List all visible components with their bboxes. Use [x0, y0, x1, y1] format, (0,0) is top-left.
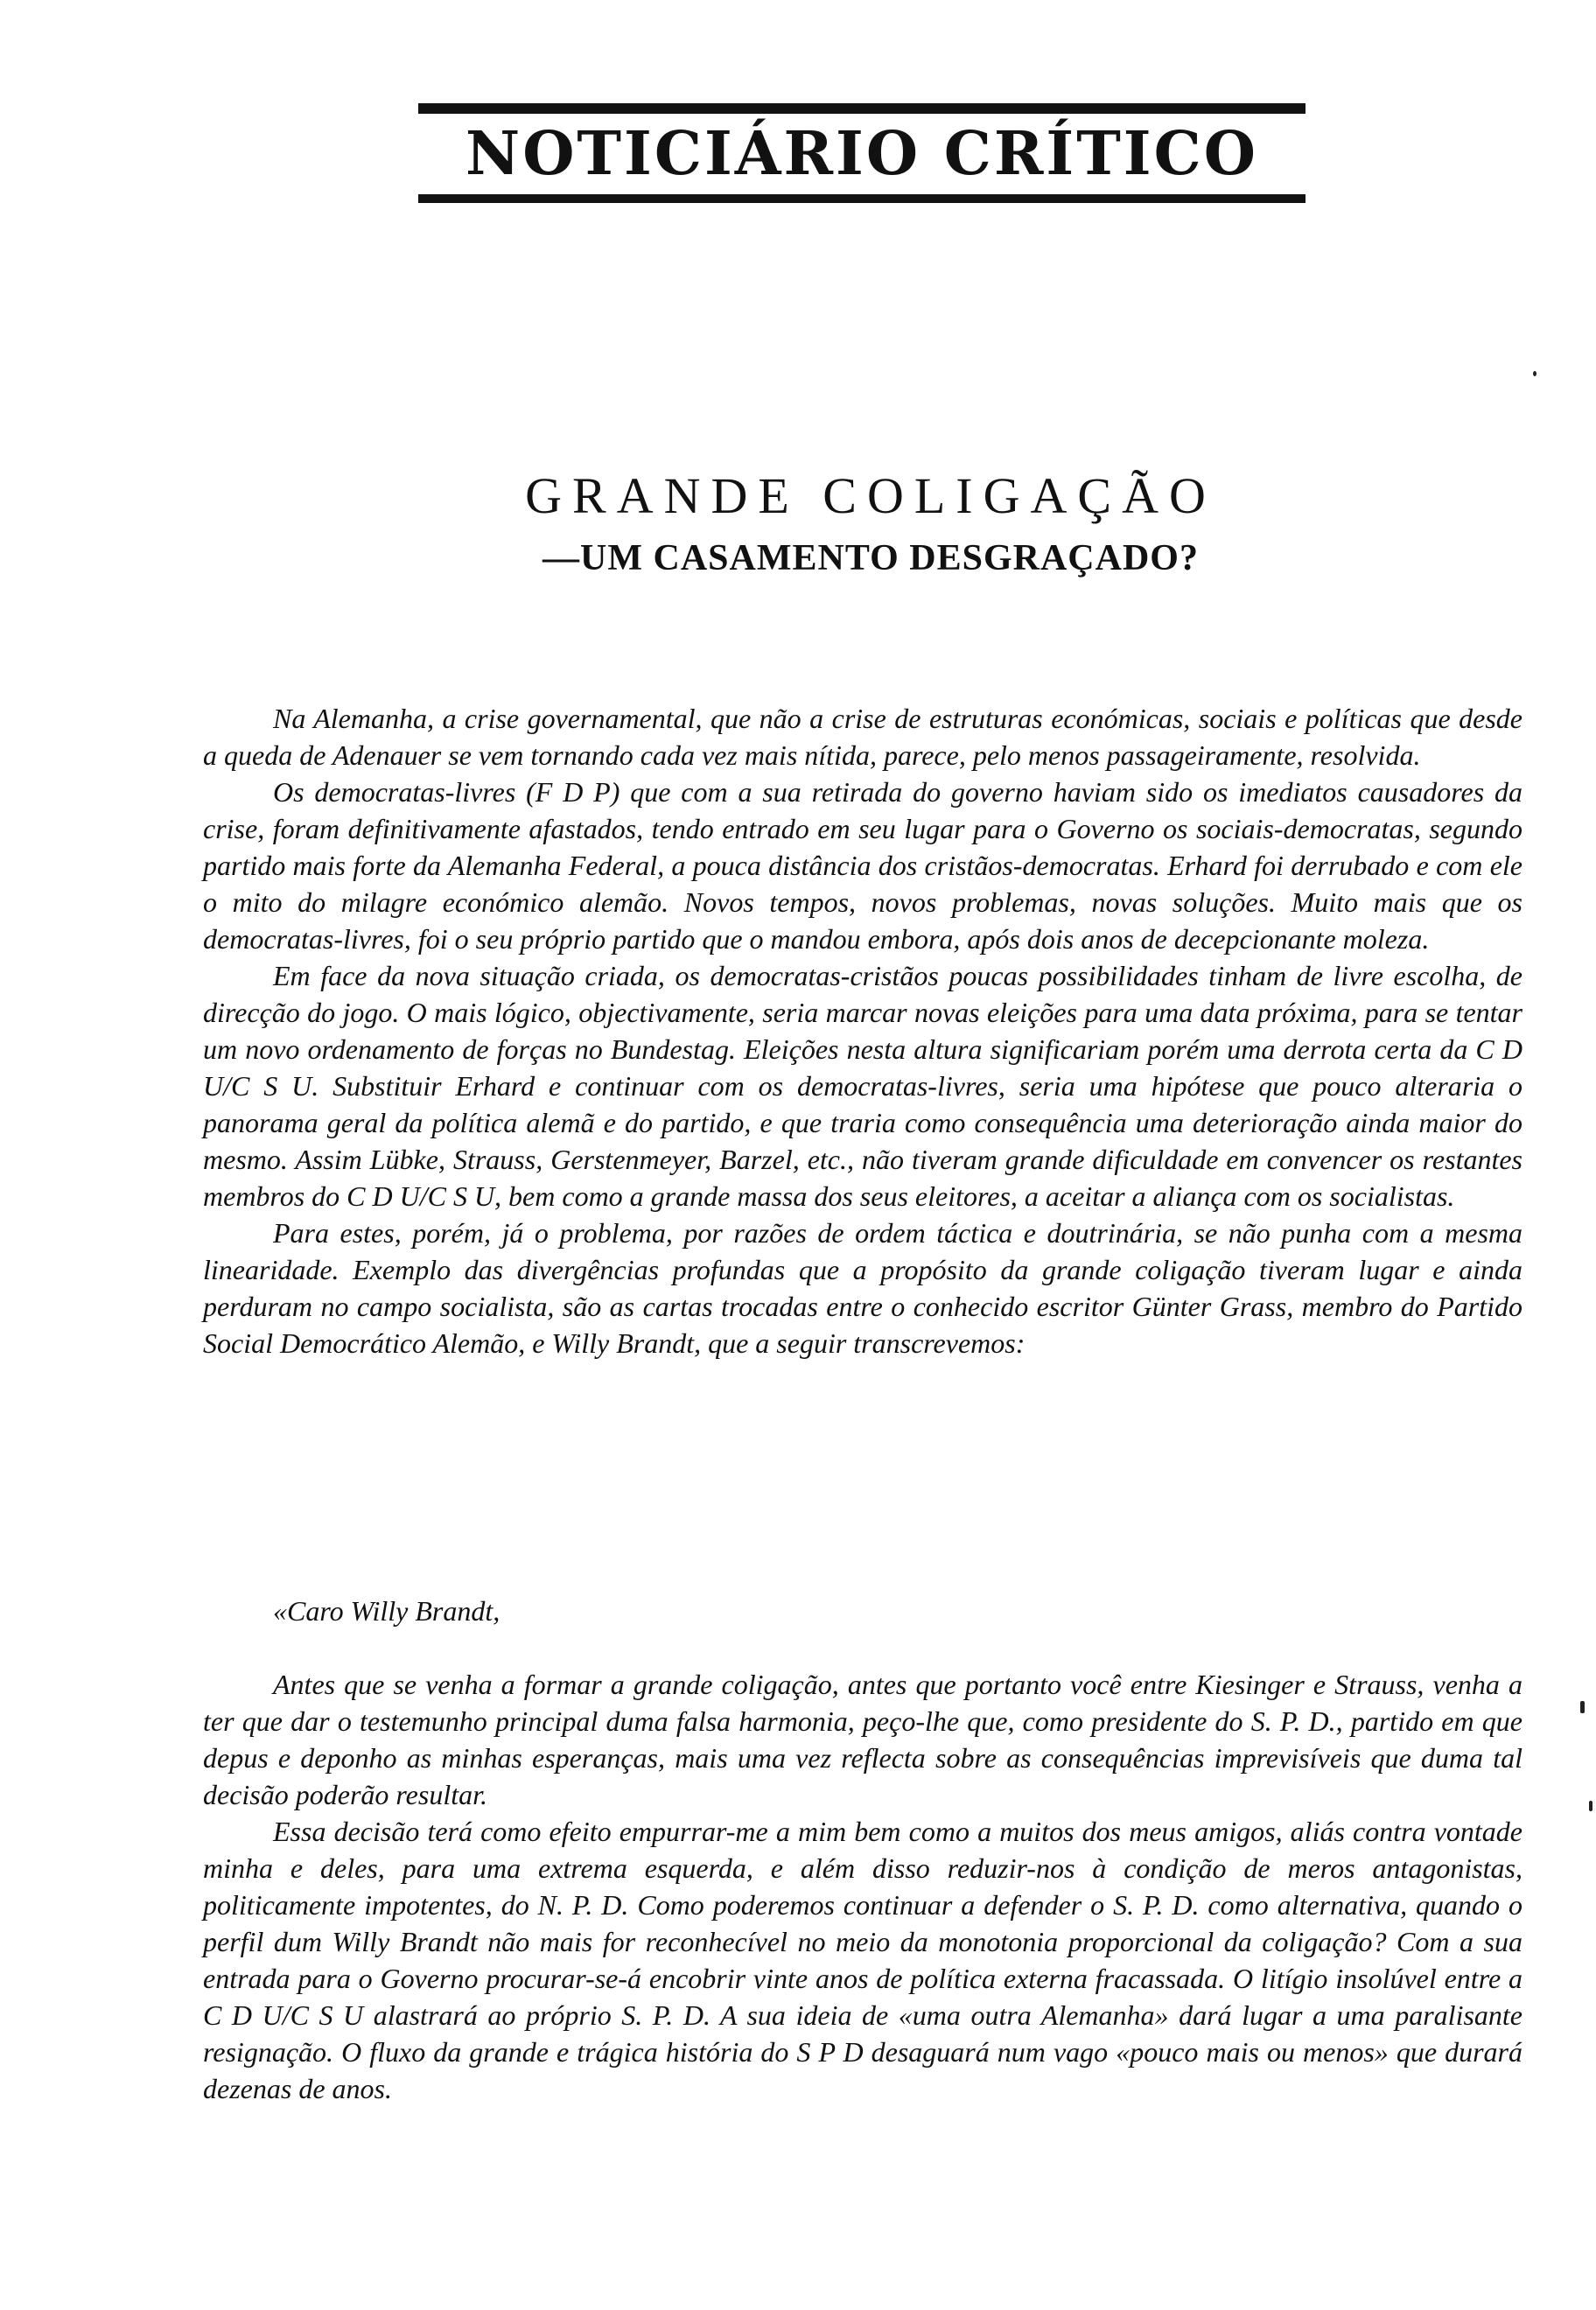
paragraph: Os democratas-livres (F D P) que com a sua retirada do governo haviam sido os imediatos causadores da crise, foram definitivamente afastados, tendo entrado em seu lugar para o Governo os sociais-democratas, segundo partido mais forte da Alemanha Federal, a pouca distância dos cristãos-democratas. Erhard foi derrubado e com ele o mito do milagre económico alemão. Novos tempos, novos problemas, novas soluções. Muito mais que os democratas-livres, foi o seu próprio partido que o mandou embora, após dois anos de decepcionante moleza. [203, 776, 1522, 955]
paragraph: Em face da nova situação criada, os democratas-cristãos poucas possibilidades tinham de livre escolha, de direcção do jogo. O mais lógico, objectivamente, seria marcar novas eleições para uma data próxima, para se tentar um novo ordenamento de forças no Bundestag. Eleições nesta altura significariam porém uma derrota certa da C D U/C S U. Substituir Erhard e continuar com os democratas-livres, seria uma hipótese que pouco alteraria o panorama geral da política alemã e do partido, e que traria como consequência uma deterioração ainda maior do mesmo. Assim Lübke, Strauss, Gerstenmeyer, Barzel, etc., não tiveram grande dificuldade em convencer os restantes membros do C D U/C S U, bem como a grande massa dos seus eleitores, a aceitar a aliança com os socialistas. [203, 960, 1522, 1212]
letter-paragraph: Antes que se venha a formar a grande coligação, antes que portanto você entre Kiesinger e Strauss, venha a ter que dar o testemunho principal duma falsa harmonia, peço-lhe que, como presidente do S. P. D., partido em que depus e deponho as minhas esperanças, mais uma vez reflecta sobre as consequências imprevisíveis que duma tal decisão poderão resultar. [203, 1669, 1522, 1810]
letter-body [203, 1666, 1522, 2107]
bottom-rule [418, 194, 1306, 203]
paragraph: Para estes, porém, já o problema, por razões de ordem táctica e doutrinária, se não punha com a mesma linearidade. Exemplo das divergências profundas que a propósito da grande coligação tiveram lugar e ainda perduram no campo socialista, são as cartas trocadas entre o conhecido escritor Günter Grass, membro do Partido Social Democrático Alemão, e Willy Brandt, que a seguir transcrevemos: [203, 1217, 1522, 1359]
scan-speck [1589, 1801, 1592, 1811]
article-title: GRANDE COLIGAÇÃO [525, 467, 1216, 524]
letter-paragraph: Essa decisão terá como efeito empurrar-me a mim bem como a muitos dos meus amigos, aliás contra vontade minha e deles, para uma extrema esquerda, e além disso reduzir-nos à condição de meros antagonistas, politicamente impotentes, do N. P. D. Como poderemos continuar a defender o S. P. D. como alternativa, quando o perfil dum Willy Brandt não mais for reconhecível no meio da monotonia proporcional da coligação? Com a sua entrada para o Governo procurar-se-á encobrir vinte anos de política externa fracassada. O litígio insolúvel entre a C D U/C S U alastrará ao próprio S. P. D. A sua ideia de «uma outra Alemanha» dará lugar a uma paralisante resignação. O fluxo da grande e trágica história do S P D desaguará num vago «pouco mais ou menos» que durará dezenas de anos. [203, 1816, 1522, 2104]
article-body [203, 700, 1522, 1362]
paragraph: Na Alemanha, a crise governamental, que não a crise de estruturas económicas, sociais e políticas que desde a queda de Adenauer se vem tornando cada vez mais nítida, parece, pelo menos passageiramente, resolvida. [203, 703, 1522, 771]
section-title: NOTICIÁRIO CRÍTICO [466, 119, 1258, 189]
article-subtitle: —UM CASAMENTO DESGRAÇADO? [542, 538, 1199, 578]
scan-speck [1533, 371, 1536, 376]
scan-speck [1580, 1701, 1585, 1713]
letter-salutation: «Caro Willy Brandt, [273, 1595, 500, 1627]
top-rule [418, 103, 1306, 114]
